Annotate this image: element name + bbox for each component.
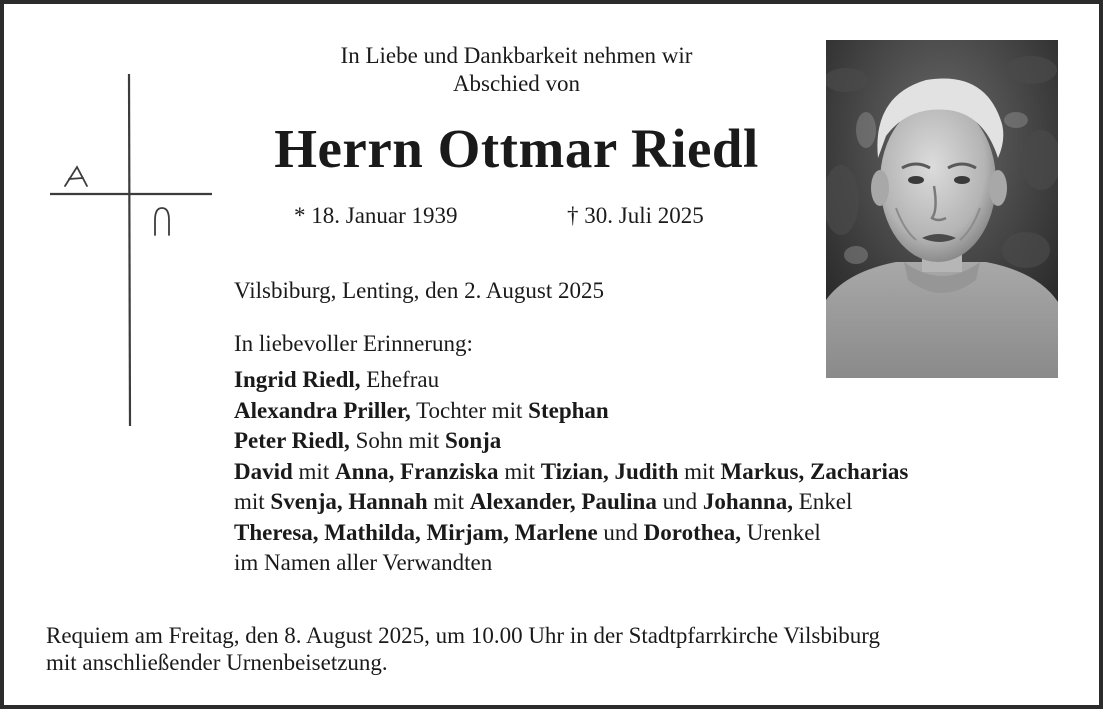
portrait-photo (826, 40, 1058, 378)
mourner-relation: Ehefrau (360, 367, 440, 392)
intro-line-1: In Liebe und Dankbarkeit nehmen wir (340, 43, 693, 68)
mourner-line (234, 548, 1094, 579)
mourner-line (234, 457, 1094, 488)
mourner-relation: mit (678, 458, 721, 484)
mourner-name: David (234, 458, 293, 484)
mourner-name: Theresa, Mathilda, Mirjam, Marlene (234, 519, 598, 545)
mourner-relation: im Namen aller Verwandten (234, 550, 493, 575)
mourner-relation: und (656, 489, 703, 514)
mourner-name: Sonja (445, 428, 502, 453)
deceased-name: Herrn Ottmar Riedl (274, 118, 759, 179)
mourner-name: Svenja, Hannah (270, 489, 428, 514)
omega-glyph (155, 208, 169, 235)
mourner-name: Stephan (528, 397, 609, 423)
mourner-relation: mit (292, 458, 335, 484)
mourner-relation: mit (427, 489, 470, 514)
mourner-line (234, 426, 1094, 457)
portrait-image (826, 40, 1058, 378)
place-date: Vilsbiburg, Lenting, den 2. August 2025 (234, 278, 605, 303)
mourner-name: Anna, Franziska (334, 458, 499, 484)
memory-label: In liebevoller Erinnerung: (234, 331, 473, 356)
mourner-name: Alexandra Priller, (234, 397, 411, 423)
requiem-notice (46, 622, 1076, 676)
mourner-relation: Urenkel (740, 519, 821, 545)
mourner-relation: mit (234, 489, 271, 514)
intro-line-2: Abschied von (452, 71, 581, 96)
mourner-relation: Tochter mit (410, 397, 529, 423)
mourner-name: Peter Riedl, (234, 428, 350, 453)
mourner-relation: Enkel (792, 489, 853, 514)
mourner-name: Tizian, Judith (540, 458, 679, 484)
mourner-line (234, 396, 1094, 427)
mourner-line (234, 487, 1094, 518)
mourner-relation: mit (498, 458, 541, 484)
mourner-name: Alexander, Paulina (469, 489, 657, 514)
mourner-name: Ingrid Riedl, (234, 367, 361, 392)
requiem-line-1: Requiem am Freitag, den 8. August 2025, um 10.00 Uhr in der Stadtpfarrkirche Vilsbiburg (46, 623, 880, 648)
mourner-relation: und (597, 519, 644, 545)
mourner-relation: Sohn mit (349, 428, 446, 453)
mourner-line (234, 518, 1094, 549)
death-date: † 30. Juli 2025 (567, 203, 704, 228)
intro-text (244, 42, 789, 98)
mourner-name: Johanna, (702, 489, 793, 514)
requiem-line-2: mit anschließender Urnenbeisetzung. (46, 650, 388, 675)
mourner-name: Dorothea, (643, 519, 741, 545)
mourners-list (234, 365, 1094, 579)
cross-icon (46, 70, 216, 430)
birth-date: * 18. Januar 1939 (294, 203, 458, 228)
mourner-name: Markus, Zacharias (720, 458, 909, 484)
alpha-glyph (65, 167, 87, 186)
